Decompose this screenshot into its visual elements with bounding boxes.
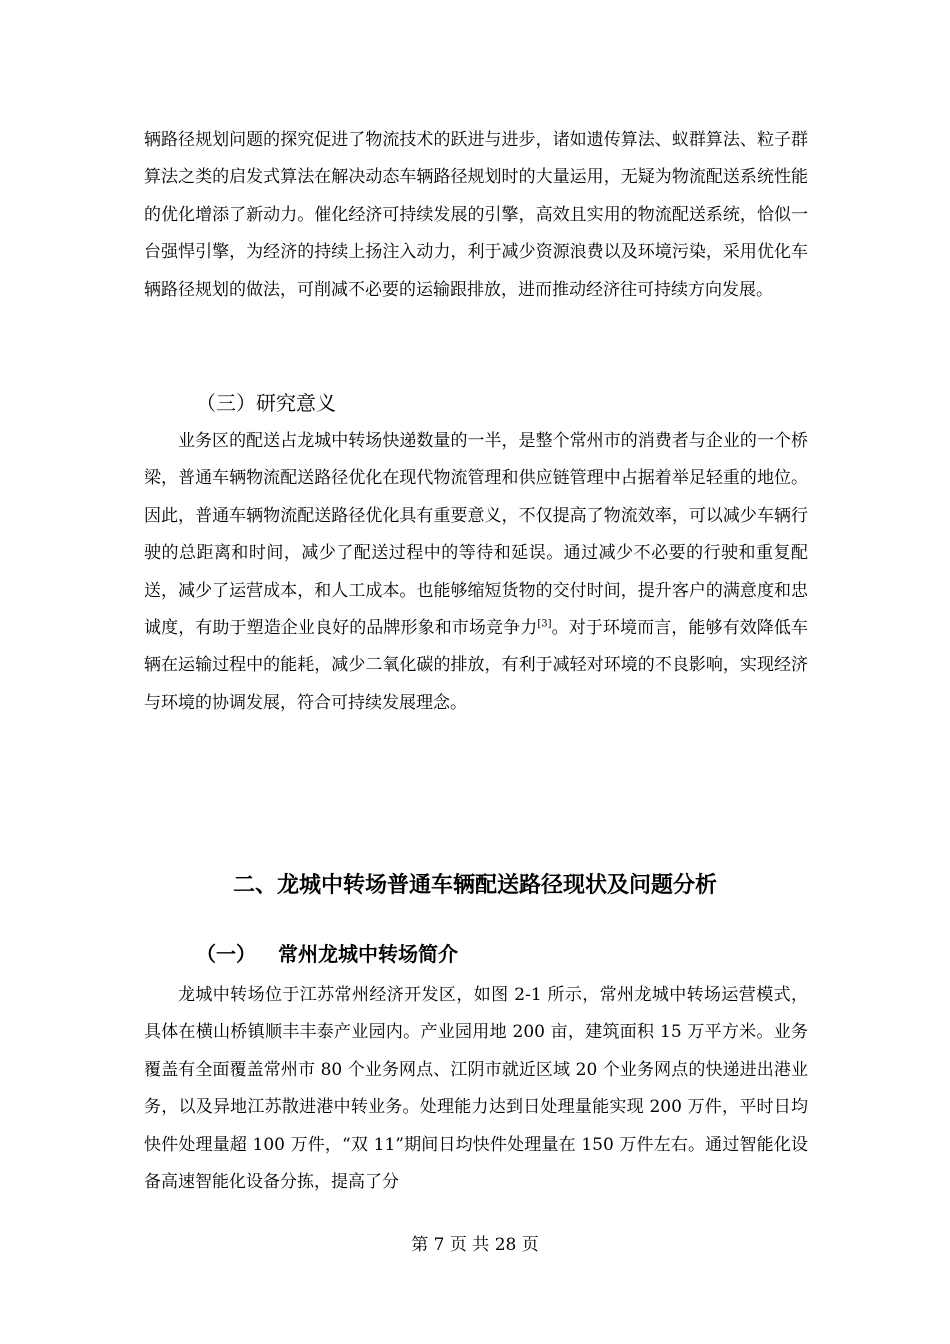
research-significance-paragraph [144, 423, 808, 722]
intro-paragraph: 辆路径规划问题的探究促进了物流技术的跃进与进步，诸如遗传算法、蚁群算法、粒子群算法之类的启发式算法在解决动态车辆路径规划时的大量运用，无疑为物流配送系统性能的优化增添了新动力。催化经济可持续发展的引擎，高效且实用的物流配送系统，恰似一台强悍引擎，为经济的持续上扬注入动力，利于减少资源浪费以及环境污染，采用优化车辆路径规划的做法，可削减不必要的运输跟排放，进而推动经济往可持续方向发展。 [144, 130, 808, 300]
paragraph-text-part2: 。对于环境而言，能够有效降低车辆在运输过程中的能耗，减少二氧化碳的排放，有利于减轻对环境的不良影响，实现经济与环境的协调发展，符合可持续发展理念。 [144, 618, 809, 713]
paragraph-text-part1: 业务区的配送占龙城中转场快递数量的一半，是整个常州市的消费者与企业的一个桥梁，普通车辆物流配送路径优化在现代物流管理和供应链管理中占据着举足轻重的地位。因此，普通车辆物流配送路径优化具有重要意义，不仅提高了物流效率，可以减少车辆行驶的总距离和时间，减少了配送过程中的等待和延误。通过减少不必要的行驶和重复配送，减少了运营成本，和人工成本。也能够缩短货物的交付时间，提升客户的满意度和忠诚度，有助于塑造企业良好的品牌形象和市场竞争力 [144, 431, 808, 639]
section-heading-number: （一） [196, 942, 256, 966]
page-number-footer: 第 7 页 共 28 页 [411, 1235, 539, 1255]
section-heading-company-intro [196, 940, 458, 968]
section-heading-title: 常州龙城中转场简介 [278, 942, 458, 966]
section-heading-research-significance: （三）研究意义 [196, 391, 336, 415]
citation-reference: [3] [537, 618, 552, 630]
company-intro-paragraph: 龙城中转场位于江苏常州经济开发区，如图 2-1 所示，常州龙城中转场运营模式，具体在横山桥镇顺丰丰泰产业园内。产业园用地 200 亩，建筑面积 15 万平方米。业务覆盖有全面覆盖常州市 80 个业务网点、江阴市就近区域 20 个业务网点的快递进出港业务，以及异地江苏散进港中转业务。处理能力达到日处理量能实现 200 万件，平时日均快件处理量超 100 万件，“双 11”期间日均快件处理量在 150 万件左右。通过智能化设备高速智能化设备分拣，提高了分 [144, 985, 808, 1193]
chapter-heading: 二、龙城中转场普通车辆配送路径现状及问题分析 [232, 873, 717, 898]
